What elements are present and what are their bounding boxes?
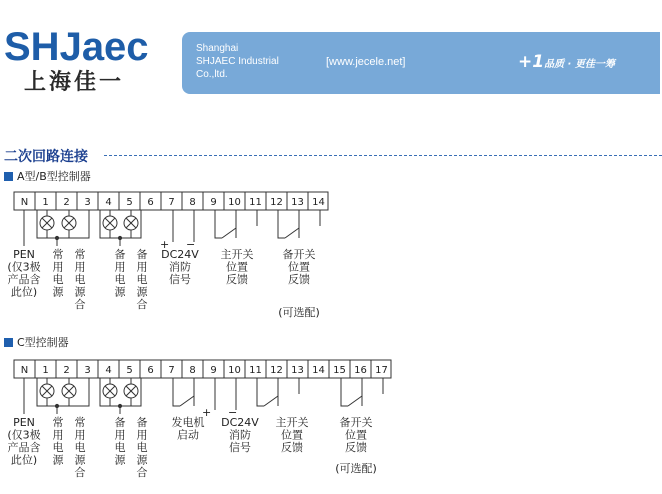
backup-power-close-label: 合 bbox=[136, 298, 148, 311]
backup-switch-feedback-label: 反馈 bbox=[288, 273, 310, 286]
c-terminal-label: 11 bbox=[249, 365, 262, 376]
backup-power-label: 源 bbox=[114, 453, 126, 467]
backup-switch-feedback-label: 反馈 bbox=[345, 441, 367, 454]
c-terminal-label: N bbox=[20, 365, 29, 376]
c-terminal-label: 5 bbox=[126, 365, 133, 376]
wiring-diagram-a bbox=[0, 188, 662, 328]
fire-signal-label: DC24V bbox=[161, 248, 199, 261]
optional-label: (可选配) bbox=[278, 306, 320, 319]
pen-label: 产品含 bbox=[7, 441, 41, 454]
main-switch-feedback-label: 反馈 bbox=[281, 441, 303, 454]
c-terminal-label: 3 bbox=[84, 365, 91, 376]
square-bullet-icon bbox=[4, 172, 13, 181]
logo-chinese-text: 上海佳一 bbox=[24, 70, 125, 95]
common-power-close-label: 常 bbox=[74, 248, 86, 261]
fire-signal-label: 消防 bbox=[229, 428, 251, 442]
diagram-a-subtitle-text: A型/B型控制器 bbox=[17, 170, 91, 183]
main-switch-feedback-label: 主开关 bbox=[220, 248, 254, 261]
common-power-label: 用 bbox=[52, 428, 64, 442]
backup-switch-feedback-label: 备开关 bbox=[339, 416, 373, 429]
c-terminal-label: 8 bbox=[189, 365, 196, 376]
fire-signal-label: 信号 bbox=[229, 441, 251, 454]
a-terminal-label: 14 bbox=[312, 197, 325, 208]
backup-power-close-label: 用 bbox=[136, 260, 148, 274]
company-line-3: Co.,ltd. bbox=[196, 69, 228, 80]
a-terminal-label: 8 bbox=[189, 197, 196, 208]
section-title: 二次回路连接 bbox=[4, 149, 88, 165]
section-divider bbox=[104, 155, 662, 156]
backup-power-label: 电 bbox=[114, 273, 126, 286]
backup-power-label: 电 bbox=[114, 441, 126, 454]
c-terminal-label: 1 bbox=[42, 365, 49, 376]
company-line-2: SHJAEC Industrial bbox=[196, 56, 279, 67]
c-terminal-label: 4 bbox=[105, 365, 112, 376]
c-terminal-label: 14 bbox=[312, 365, 325, 376]
company-name bbox=[196, 42, 279, 81]
a-terminal-label: N bbox=[20, 197, 29, 208]
slogan-text: 品质 · 更佳一筹 bbox=[544, 59, 615, 70]
c-terminal-label: 9 bbox=[210, 365, 217, 376]
a-terminal-label: 4 bbox=[105, 197, 112, 208]
main-switch-feedback-label: 位置 bbox=[281, 428, 303, 442]
a-terminal-label: 10 bbox=[228, 197, 241, 208]
generator-start-label: 发电机 bbox=[171, 416, 205, 429]
c-terminal-label: 13 bbox=[291, 365, 304, 376]
backup-power-close-label: 源 bbox=[136, 285, 148, 299]
a-terminal-label: 5 bbox=[126, 197, 133, 208]
common-power-close-label: 源 bbox=[74, 285, 86, 299]
backup-power-label: 用 bbox=[114, 428, 126, 442]
pen-label: PEN bbox=[13, 416, 35, 429]
positive-sign: + bbox=[160, 238, 170, 251]
c-terminal-label: 10 bbox=[228, 365, 241, 376]
pen-label: (仅3极 bbox=[7, 260, 41, 274]
c-terminal-label: 16 bbox=[354, 365, 367, 376]
common-power-label: 常 bbox=[52, 416, 64, 429]
common-power-label: 电 bbox=[52, 441, 64, 454]
common-power-label: 常 bbox=[52, 248, 64, 261]
backup-switch-feedback-label: 位置 bbox=[288, 260, 310, 274]
backup-power-close-label: 电 bbox=[136, 273, 148, 286]
diagram-c-subtitle bbox=[4, 334, 69, 350]
common-power-close-label: 源 bbox=[74, 453, 86, 467]
main-switch-feedback-label: 反馈 bbox=[226, 273, 248, 286]
common-power-label: 源 bbox=[52, 285, 64, 299]
diagram-c-subtitle-text: C型控制器 bbox=[17, 336, 69, 349]
backup-power-close-label: 合 bbox=[136, 466, 148, 479]
common-power-label: 电 bbox=[52, 273, 64, 286]
backup-power-close-label: 电 bbox=[136, 441, 148, 454]
main-switch-feedback-label: 位置 bbox=[226, 260, 248, 274]
common-power-close-label: 合 bbox=[74, 298, 86, 311]
pen-label: PEN bbox=[13, 248, 35, 261]
positive-sign: + bbox=[202, 406, 212, 419]
backup-power-label: 用 bbox=[114, 260, 126, 274]
c-terminal-label: 12 bbox=[270, 365, 283, 376]
a-terminal-label: 6 bbox=[147, 197, 154, 208]
website-link[interactable]: [www.jecele.net] bbox=[326, 56, 406, 68]
fire-signal-label: DC24V bbox=[221, 416, 259, 429]
backup-power-close-label: 源 bbox=[136, 453, 148, 467]
diagram-a-subtitle bbox=[4, 168, 91, 184]
square-bullet-icon bbox=[4, 338, 13, 347]
c-terminal-label: 2 bbox=[63, 365, 70, 376]
backup-power-label: 备 bbox=[114, 248, 126, 261]
backup-power-close-label: 备 bbox=[136, 416, 148, 429]
slogan bbox=[518, 52, 615, 72]
pen-label: 产品含 bbox=[7, 273, 41, 286]
a-terminal-label: 7 bbox=[168, 197, 175, 208]
negative-sign: − bbox=[186, 238, 196, 251]
c-terminal-label: 17 bbox=[375, 365, 388, 376]
backup-power-close-label: 备 bbox=[136, 248, 148, 261]
a-terminal-label: 13 bbox=[291, 197, 304, 208]
pen-label: 此位) bbox=[10, 285, 38, 299]
backup-switch-feedback-label: 位置 bbox=[345, 428, 367, 442]
fire-signal-label: 消防 bbox=[169, 260, 191, 274]
backup-power-close-label: 用 bbox=[136, 428, 148, 442]
main-switch-feedback-label: 主开关 bbox=[275, 416, 309, 429]
common-power-close-label: 合 bbox=[74, 466, 86, 479]
backup-switch-feedback-label: 备开关 bbox=[282, 248, 316, 261]
a-terminal-label: 3 bbox=[84, 197, 91, 208]
common-power-close-label: 电 bbox=[74, 441, 86, 454]
optional-label: (可选配) bbox=[335, 462, 377, 475]
common-power-close-label: 电 bbox=[74, 273, 86, 286]
c-terminal-label: 15 bbox=[333, 365, 346, 376]
c-terminal-label: 7 bbox=[168, 365, 175, 376]
backup-power-label: 源 bbox=[114, 285, 126, 299]
negative-sign: − bbox=[228, 406, 238, 419]
logo-latin-text: SHJaec bbox=[4, 25, 149, 69]
backup-power-label: 备 bbox=[114, 416, 126, 429]
fire-signal-label: 信号 bbox=[169, 273, 191, 286]
pen-label: (仅3极 bbox=[7, 428, 41, 442]
pen-label: 此位) bbox=[10, 453, 38, 467]
a-terminal-label: 9 bbox=[210, 197, 217, 208]
common-power-label: 源 bbox=[52, 453, 64, 467]
slogan-prefix: +1 bbox=[518, 52, 545, 72]
header-banner bbox=[182, 32, 660, 94]
a-terminal-label: 12 bbox=[270, 197, 283, 208]
common-power-close-label: 用 bbox=[74, 428, 86, 442]
generator-start-label: 启动 bbox=[177, 428, 199, 442]
a-terminal-label: 1 bbox=[42, 197, 49, 208]
common-power-close-label: 常 bbox=[74, 416, 86, 429]
company-line-1: Shanghai bbox=[196, 43, 239, 54]
a-terminal-label: 2 bbox=[63, 197, 70, 208]
wiring-diagram-c bbox=[0, 356, 662, 494]
common-power-close-label: 用 bbox=[74, 260, 86, 274]
common-power-label: 用 bbox=[52, 260, 64, 274]
c-terminal-label: 6 bbox=[147, 365, 154, 376]
company-logo bbox=[4, 26, 174, 98]
a-terminal-label: 11 bbox=[249, 197, 262, 208]
